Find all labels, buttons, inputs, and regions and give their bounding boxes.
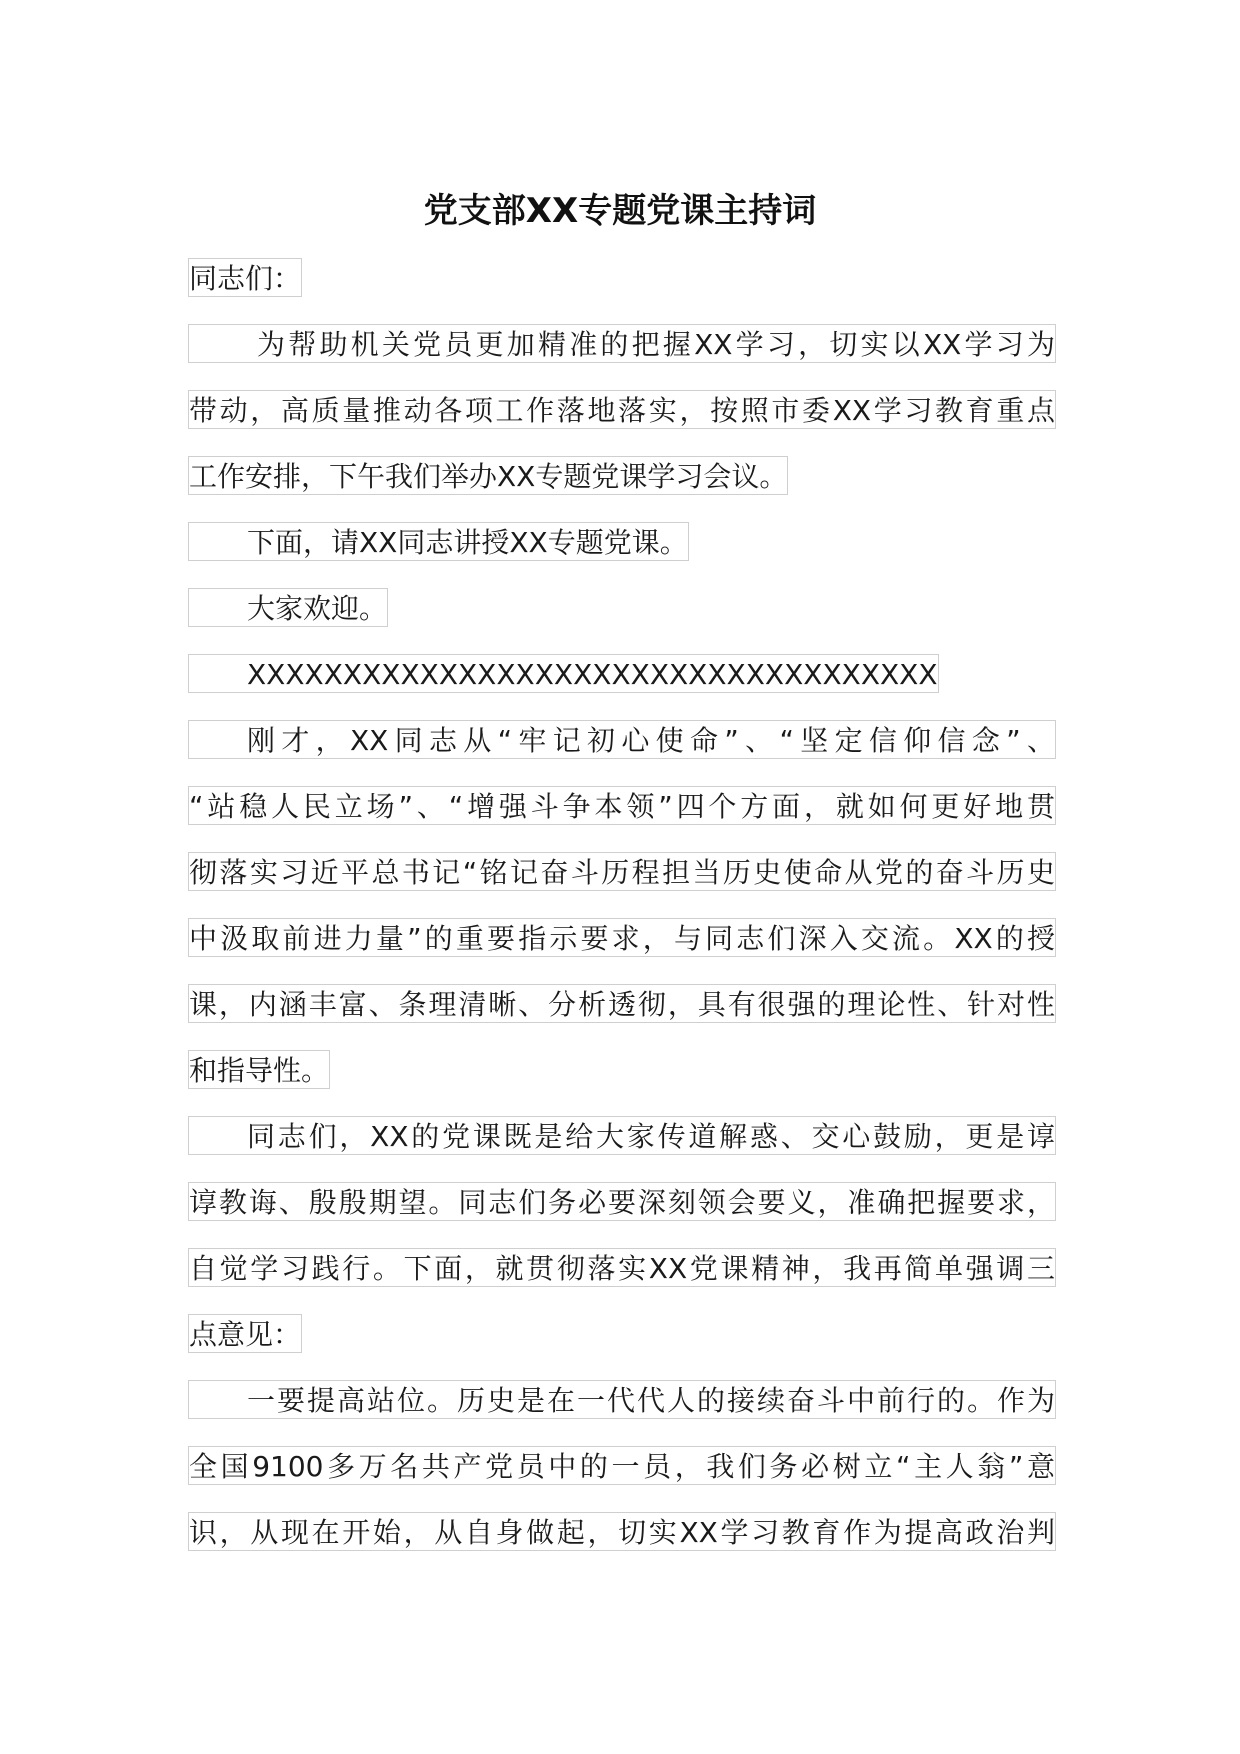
text-line: 谆教诲、殷殷期望。同志们务必要深刻领会要义，准确把握要求， <box>188 1182 1056 1221</box>
text-line: 刚才，XX同志从“牢记初心使命”、“坚定信仰信念”、 <box>188 720 1056 759</box>
text-line: 带动，高质量推动各项工作落地落实，按照市委XX学习教育重点 <box>188 390 1056 429</box>
text-line: 一要提高站位。历史是在一代代人的接续奋斗中前行的。作为 <box>188 1380 1056 1419</box>
text-line: 自觉学习践行。下面，就贯彻落实XX党课精神，我再简单强调三 <box>188 1248 1056 1287</box>
text-line: 同志们： <box>188 258 302 297</box>
text-line: 中汲取前进力量”的重要指示要求，与同志们深入交流。XX的授 <box>188 918 1056 957</box>
text-line: 彻落实习近平总书记“铭记奋斗历程担当历史使命从党的奋斗历史 <box>188 852 1056 891</box>
text-line: 大家欢迎。 <box>188 588 388 627</box>
text-line: XXXXXXXXXXXXXXXXXXXXXXXXXXXXXXXXXXXX <box>188 654 939 693</box>
text-line: 点意见： <box>188 1314 302 1353</box>
text-line: 下面，请XX同志讲授XX专题党课。 <box>188 522 689 561</box>
document-title: 党支部XX专题党课主持词 <box>423 191 817 231</box>
text-line: 课，内涵丰富、条理清晰、分析透彻，具有很强的理论性、针对性 <box>188 984 1056 1023</box>
text-line: 同志们，XX的党课既是给大家传道解惑、交心鼓励，更是谆 <box>188 1116 1056 1155</box>
text-line: 全国9100多万名共产党员中的一员，我们务必树立“主人翁”意 <box>188 1446 1056 1485</box>
text-line: 和指导性。 <box>188 1050 330 1089</box>
document-body <box>188 252 1068 1572</box>
text-line: 识，从现在开始，从自身做起，切实XX学习教育作为提高政治判 <box>188 1512 1056 1551</box>
text-line: 工作安排，下午我们举办XX专题党课学习会议。 <box>188 456 788 495</box>
text-line: “站稳人民立场”、“增强斗争本领”四个方面，就如何更好地贯 <box>188 786 1056 825</box>
text-line: 为帮助机关党员更加精准的把握XX学习，切实以XX学习为 <box>188 324 1056 363</box>
